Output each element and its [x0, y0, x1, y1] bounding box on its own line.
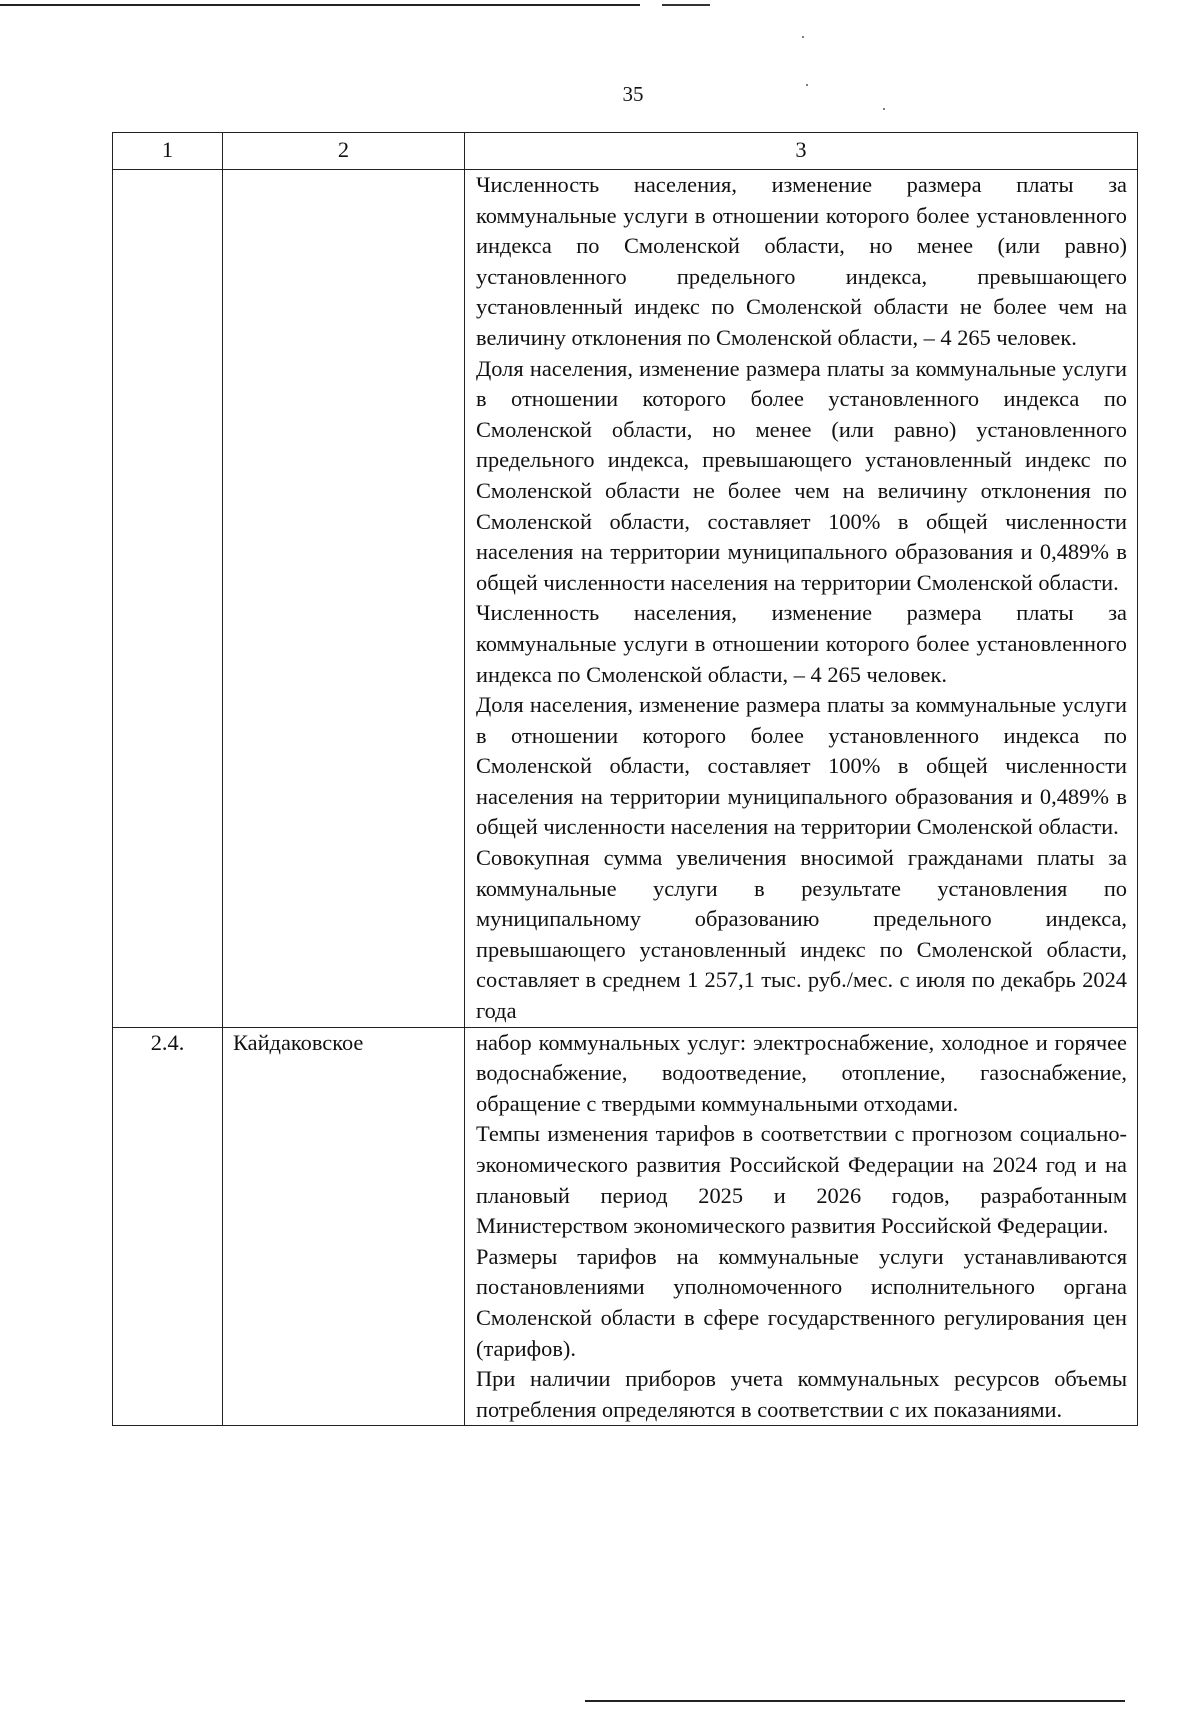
document-table: [112, 132, 1138, 1426]
scan-speck: [802, 36, 804, 38]
paragraph: При наличии приборов учета коммунальных ресурсов объемы потребления определяются в соответствии с их показаниями.: [476, 1366, 1127, 1422]
municipality-name: [223, 170, 465, 1028]
row-number: [113, 170, 223, 1028]
paragraph: Доля населения, изменение размера платы за коммунальные услуги в отношении которого более установленного индекса по Смоленской области, составляет 100% в общей численности населения на территории муниципального образования и 0,489% в общей численности населения на территории Смоленской области.: [476, 692, 1127, 840]
row-description: [465, 170, 1138, 1028]
table-header-row: [113, 133, 1138, 170]
column-header-1: 1: [113, 133, 223, 170]
page-number: 35: [622, 82, 644, 106]
table-row: [113, 1027, 1138, 1426]
scan-edge-line: [0, 4, 640, 6]
row-description: [465, 1027, 1138, 1426]
paragraph: Совокупная сумма увеличения вносимой гражданами платы за коммунальные услуги в результате установления по муниципальному образованию предельного индекса, превышающего установленный индекс по Смоленской области, составляет в среднем 1 257,1 тыс. руб./мес. с июля по декабрь 2024 года: [476, 845, 1127, 1024]
scan-edge-line: [662, 4, 710, 6]
paragraph: Темпы изменения тарифов в соответствии с прогнозом социально-экономического развития Российской Федерации на 2024 год и на плановый период 2025 и 2026 годов, разработанным Министерством экономического развития Российской Федерации.: [476, 1121, 1127, 1239]
municipality-name: Кайдаковское: [223, 1027, 465, 1426]
paragraph: Численность населения, изменение размера платы за коммунальные услуги в отношении которого более установленного индекса по Смоленской области, – 4 265 человек.: [476, 600, 1127, 687]
paragraph: Доля населения, изменение размера платы за коммунальные услуги в отношении которого более установленного индекса по Смоленской области, но менее (или равно) установленного предельного индекса, превышающего установленный индекс по Смоленской области не более чем на величину отклонения по Смоленской области, составляет 100% в общей численности населения на территории муниципального образования и 0,489% в общей численности населения на территории Смоленской области.: [476, 355, 1127, 595]
column-header-2: 2: [223, 133, 465, 170]
row-number: 2.4.: [113, 1027, 223, 1426]
paragraph: Численность населения, изменение размера платы за коммунальные услуги в отношении которого более установленного индекса по Смоленской области, но менее (или равно) установленного предельного индекса, превышающего установленный индекс по Смоленской области не более чем на величину отклонения по Смоленской области, – 4 265 человек.: [476, 172, 1127, 350]
scan-speck: [883, 108, 885, 110]
paragraph: Размеры тарифов на коммунальные услуги устанавливаются постановлениями уполномоченного исполнительного органа Смоленской области в сфере государственного регулирования цен (тарифов).: [476, 1243, 1127, 1361]
paragraph: набор коммунальных услуг: электроснабжение, холодное и горячее водоснабжение, водоотведение, отопление, газоснабжение, обращение с твердыми коммунальными отходами.: [476, 1029, 1127, 1116]
scan-edge-line: [585, 1700, 1125, 1702]
column-header-3: 3: [465, 133, 1138, 170]
table-row: [113, 170, 1138, 1028]
